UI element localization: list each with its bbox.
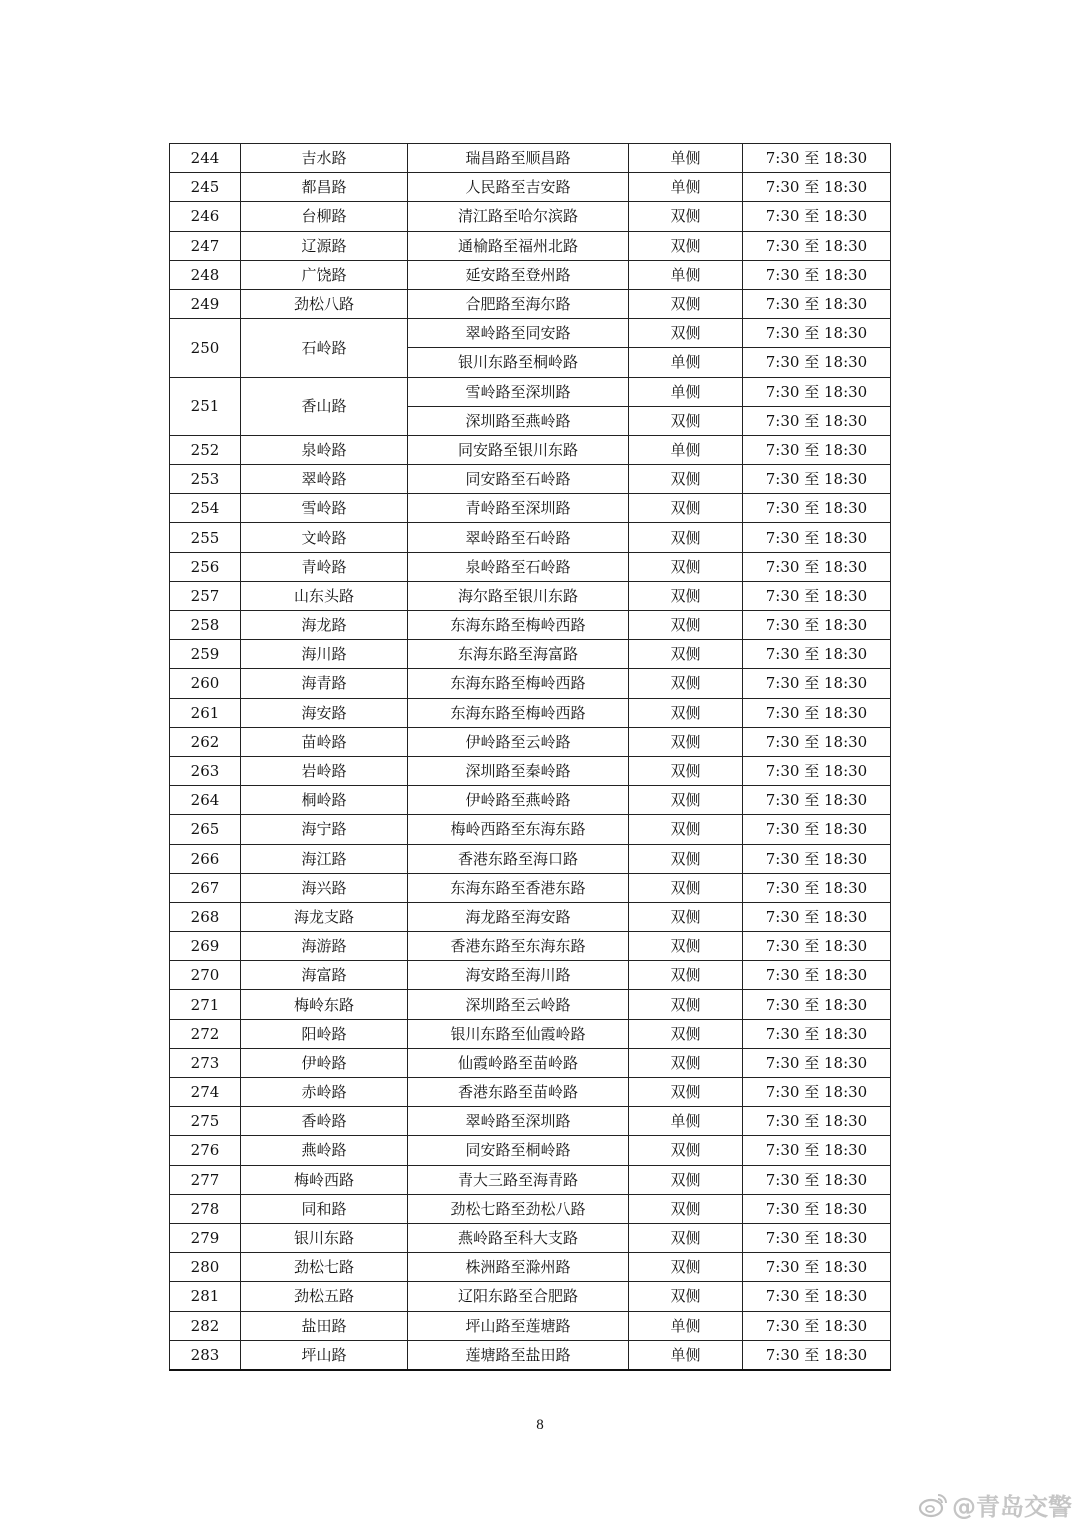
road-name-cell: 银川东路 — [241, 1223, 408, 1252]
table-row — [170, 756, 891, 785]
table-row — [170, 1223, 891, 1252]
row-number-cell: 282 — [170, 1311, 241, 1340]
road-section-cell: 东海东路至梅岭西路 — [408, 611, 629, 640]
road-section-cell: 清江路至哈尔滨路 — [408, 202, 629, 231]
road-name-cell: 翠岭路 — [241, 465, 408, 494]
road-name-cell: 海龙路 — [241, 611, 408, 640]
parking-side-cell: 双侧 — [629, 844, 743, 873]
time-range-cell: 7:30 至 18:30 — [743, 1282, 891, 1311]
road-section-cell: 东海东路至海富路 — [408, 640, 629, 669]
table-row — [170, 640, 891, 669]
time-range-cell: 7:30 至 18:30 — [743, 902, 891, 931]
road-name-cell: 山东头路 — [241, 581, 408, 610]
table-row — [170, 902, 891, 931]
table-row — [170, 202, 891, 231]
parking-side-cell: 单侧 — [629, 348, 743, 377]
table-row — [170, 698, 891, 727]
time-range-cell: 7:30 至 18:30 — [743, 494, 891, 523]
table-row — [170, 815, 891, 844]
road-section-cell: 东海东路至梅岭西路 — [408, 669, 629, 698]
road-name-cell: 广饶路 — [241, 260, 408, 289]
row-number-cell: 251 — [170, 377, 241, 435]
parking-side-cell: 双侧 — [629, 990, 743, 1019]
parking-side-cell: 单侧 — [629, 1340, 743, 1370]
parking-side-cell: 双侧 — [629, 1223, 743, 1252]
road-section-cell: 泉岭路至石岭路 — [408, 552, 629, 581]
road-section-cell: 瑞昌路至顺昌路 — [408, 144, 629, 173]
parking-side-cell: 双侧 — [629, 552, 743, 581]
parking-side-cell: 双侧 — [629, 1253, 743, 1282]
road-name-cell: 青岭路 — [241, 552, 408, 581]
row-number-cell: 262 — [170, 727, 241, 756]
parking-side-cell: 双侧 — [629, 1165, 743, 1194]
road-name-cell: 吉水路 — [241, 144, 408, 173]
table-row — [170, 552, 891, 581]
time-range-cell: 7:30 至 18:30 — [743, 231, 891, 260]
table-row — [170, 1194, 891, 1223]
table-row — [170, 873, 891, 902]
road-section-cell: 伊岭路至云岭路 — [408, 727, 629, 756]
table-row — [170, 435, 891, 464]
road-section-cell: 翠岭路至深圳路 — [408, 1107, 629, 1136]
road-name-cell: 辽源路 — [241, 231, 408, 260]
parking-side-cell: 双侧 — [629, 815, 743, 844]
parking-side-cell: 双侧 — [629, 494, 743, 523]
time-range-cell: 7:30 至 18:30 — [743, 435, 891, 464]
table-row — [170, 377, 891, 406]
road-section-cell: 同安路至银川东路 — [408, 435, 629, 464]
table-row — [170, 1282, 891, 1311]
parking-side-cell: 双侧 — [629, 1078, 743, 1107]
road-name-cell: 梅岭西路 — [241, 1165, 408, 1194]
road-name-cell: 盐田路 — [241, 1311, 408, 1340]
road-name-cell: 岩岭路 — [241, 756, 408, 785]
row-number-cell: 281 — [170, 1282, 241, 1311]
time-range-cell: 7:30 至 18:30 — [743, 1223, 891, 1252]
table-row — [170, 932, 891, 961]
parking-side-cell: 双侧 — [629, 1048, 743, 1077]
row-number-cell: 267 — [170, 873, 241, 902]
time-range-cell: 7:30 至 18:30 — [743, 1253, 891, 1282]
time-range-cell: 7:30 至 18:30 — [743, 319, 891, 348]
parking-side-cell: 双侧 — [629, 465, 743, 494]
time-range-cell: 7:30 至 18:30 — [743, 144, 891, 173]
row-number-cell: 254 — [170, 494, 241, 523]
row-number-cell: 257 — [170, 581, 241, 610]
parking-side-cell: 双侧 — [629, 231, 743, 260]
time-range-cell: 7:30 至 18:30 — [743, 1311, 891, 1340]
time-range-cell: 7:30 至 18:30 — [743, 260, 891, 289]
row-number-cell: 268 — [170, 902, 241, 931]
row-number-cell: 265 — [170, 815, 241, 844]
row-number-cell: 255 — [170, 523, 241, 552]
row-number-cell: 274 — [170, 1078, 241, 1107]
time-range-cell: 7:30 至 18:30 — [743, 640, 891, 669]
table-row — [170, 786, 891, 815]
road-section-cell: 雪岭路至深圳路 — [408, 377, 629, 406]
parking-side-cell: 双侧 — [629, 406, 743, 435]
table-row — [170, 990, 891, 1019]
time-range-cell: 7:30 至 18:30 — [743, 1194, 891, 1223]
time-range-cell: 7:30 至 18:30 — [743, 1048, 891, 1077]
row-number-cell: 246 — [170, 202, 241, 231]
table-row — [170, 1311, 891, 1340]
time-range-cell: 7:30 至 18:30 — [743, 698, 891, 727]
road-section-cell: 海安路至海川路 — [408, 961, 629, 990]
parking-side-cell: 双侧 — [629, 611, 743, 640]
road-name-cell: 燕岭路 — [241, 1136, 408, 1165]
road-name-cell: 海安路 — [241, 698, 408, 727]
road-name-cell: 石岭路 — [241, 319, 408, 377]
road-name-cell: 台柳路 — [241, 202, 408, 231]
road-section-cell: 通榆路至福州北路 — [408, 231, 629, 260]
time-range-cell: 7:30 至 18:30 — [743, 581, 891, 610]
road-section-cell: 银川东路至仙霞岭路 — [408, 1019, 629, 1048]
road-section-cell: 仙霞岭路至苗岭路 — [408, 1048, 629, 1077]
table-row — [170, 465, 891, 494]
road-name-cell: 苗岭路 — [241, 727, 408, 756]
time-range-cell: 7:30 至 18:30 — [743, 348, 891, 377]
road-name-cell: 伊岭路 — [241, 1048, 408, 1077]
road-name-cell: 海江路 — [241, 844, 408, 873]
parking-side-cell: 双侧 — [629, 786, 743, 815]
time-range-cell: 7:30 至 18:30 — [743, 932, 891, 961]
table-row — [170, 231, 891, 260]
table-row — [170, 173, 891, 202]
table-row — [170, 1136, 891, 1165]
parking-side-cell: 双侧 — [629, 202, 743, 231]
time-range-cell: 7:30 至 18:30 — [743, 815, 891, 844]
row-number-cell: 244 — [170, 144, 241, 173]
row-number-cell: 253 — [170, 465, 241, 494]
time-range-cell: 7:30 至 18:30 — [743, 1107, 891, 1136]
parking-side-cell: 双侧 — [629, 1136, 743, 1165]
row-number-cell: 280 — [170, 1253, 241, 1282]
road-section-cell: 深圳路至燕岭路 — [408, 406, 629, 435]
parking-side-cell: 双侧 — [629, 932, 743, 961]
parking-side-cell: 双侧 — [629, 640, 743, 669]
table-body — [170, 144, 891, 1370]
row-number-cell: 271 — [170, 990, 241, 1019]
row-number-cell: 258 — [170, 611, 241, 640]
time-range-cell: 7:30 至 18:30 — [743, 1165, 891, 1194]
road-name-cell: 桐岭路 — [241, 786, 408, 815]
time-range-cell: 7:30 至 18:30 — [743, 552, 891, 581]
road-section-cell: 翠岭路至石岭路 — [408, 523, 629, 552]
time-range-cell: 7:30 至 18:30 — [743, 1078, 891, 1107]
time-range-cell: 7:30 至 18:30 — [743, 873, 891, 902]
parking-side-cell: 双侧 — [629, 319, 743, 348]
road-section-cell: 劲松七路至劲松八路 — [408, 1194, 629, 1223]
parking-side-cell: 单侧 — [629, 260, 743, 289]
table-row — [170, 611, 891, 640]
road-section-cell: 人民路至吉安路 — [408, 173, 629, 202]
road-name-cell: 坪山路 — [241, 1340, 408, 1370]
road-name-cell: 海兴路 — [241, 873, 408, 902]
road-section-cell: 深圳路至秦岭路 — [408, 756, 629, 785]
road-name-cell: 雪岭路 — [241, 494, 408, 523]
parking-side-cell: 双侧 — [629, 698, 743, 727]
table-row — [170, 1165, 891, 1194]
row-number-cell: 278 — [170, 1194, 241, 1223]
road-section-cell: 同安路至石岭路 — [408, 465, 629, 494]
row-number-cell: 276 — [170, 1136, 241, 1165]
time-range-cell: 7:30 至 18:30 — [743, 611, 891, 640]
table-row — [170, 1078, 891, 1107]
row-number-cell: 272 — [170, 1019, 241, 1048]
row-number-cell: 269 — [170, 932, 241, 961]
time-range-cell: 7:30 至 18:30 — [743, 1019, 891, 1048]
road-section-cell: 银川东路至桐岭路 — [408, 348, 629, 377]
table-row — [170, 1253, 891, 1282]
road-name-cell: 海富路 — [241, 961, 408, 990]
road-section-cell: 香港东路至海口路 — [408, 844, 629, 873]
road-name-cell: 香山路 — [241, 377, 408, 435]
row-number-cell: 259 — [170, 640, 241, 669]
time-range-cell: 7:30 至 18:30 — [743, 756, 891, 785]
road-name-cell: 赤岭路 — [241, 1078, 408, 1107]
road-name-cell: 梅岭东路 — [241, 990, 408, 1019]
parking-side-cell: 双侧 — [629, 727, 743, 756]
road-section-cell: 坪山路至莲塘路 — [408, 1311, 629, 1340]
time-range-cell: 7:30 至 18:30 — [743, 406, 891, 435]
table-row — [170, 669, 891, 698]
table-row — [170, 581, 891, 610]
road-section-cell: 燕岭路至科大支路 — [408, 1223, 629, 1252]
road-name-cell: 阳岭路 — [241, 1019, 408, 1048]
row-number-cell: 263 — [170, 756, 241, 785]
road-section-cell: 东海东路至梅岭西路 — [408, 698, 629, 727]
parking-side-cell: 双侧 — [629, 873, 743, 902]
road-name-cell: 泉岭路 — [241, 435, 408, 464]
row-number-cell: 249 — [170, 289, 241, 318]
parking-side-cell: 双侧 — [629, 961, 743, 990]
time-range-cell: 7:30 至 18:30 — [743, 786, 891, 815]
road-name-cell: 都昌路 — [241, 173, 408, 202]
road-name-cell: 同和路 — [241, 1194, 408, 1223]
parking-side-cell: 单侧 — [629, 144, 743, 173]
time-range-cell: 7:30 至 18:30 — [743, 1340, 891, 1370]
time-range-cell: 7:30 至 18:30 — [743, 465, 891, 494]
parking-side-cell: 双侧 — [629, 756, 743, 785]
row-number-cell: 248 — [170, 260, 241, 289]
row-number-cell: 261 — [170, 698, 241, 727]
road-name-cell: 劲松七路 — [241, 1253, 408, 1282]
road-section-cell: 同安路至桐岭路 — [408, 1136, 629, 1165]
parking-side-cell: 单侧 — [629, 377, 743, 406]
road-section-cell: 翠岭路至同安路 — [408, 319, 629, 348]
table-row — [170, 1340, 891, 1370]
parking-side-cell: 双侧 — [629, 1019, 743, 1048]
road-section-cell: 香港东路至东海东路 — [408, 932, 629, 961]
table-row — [170, 1048, 891, 1077]
table-row — [170, 494, 891, 523]
row-number-cell: 270 — [170, 961, 241, 990]
road-section-cell: 东海东路至香港东路 — [408, 873, 629, 902]
time-range-cell: 7:30 至 18:30 — [743, 961, 891, 990]
road-name-cell: 劲松五路 — [241, 1282, 408, 1311]
row-number-cell: 256 — [170, 552, 241, 581]
parking-schedule-table — [169, 143, 891, 1371]
page-number: 8 — [536, 1417, 544, 1433]
road-section-cell: 莲塘路至盐田路 — [408, 1340, 629, 1370]
parking-side-cell: 双侧 — [629, 1194, 743, 1223]
road-section-cell: 海龙路至海安路 — [408, 902, 629, 931]
row-number-cell: 283 — [170, 1340, 241, 1370]
road-name-cell: 香岭路 — [241, 1107, 408, 1136]
row-number-cell: 247 — [170, 231, 241, 260]
road-name-cell: 文岭路 — [241, 523, 408, 552]
table-row — [170, 727, 891, 756]
road-section-cell: 海尔路至银川东路 — [408, 581, 629, 610]
table-row — [170, 1019, 891, 1048]
road-name-cell: 海游路 — [241, 932, 408, 961]
parking-side-cell: 双侧 — [629, 669, 743, 698]
parking-side-cell: 双侧 — [629, 581, 743, 610]
watermark — [918, 1487, 1072, 1522]
road-section-cell: 梅岭西路至东海东路 — [408, 815, 629, 844]
parking-side-cell: 双侧 — [629, 1282, 743, 1311]
row-number-cell: 273 — [170, 1048, 241, 1077]
time-range-cell: 7:30 至 18:30 — [743, 844, 891, 873]
parking-side-cell: 双侧 — [629, 523, 743, 552]
road-section-cell: 深圳路至云岭路 — [408, 990, 629, 1019]
time-range-cell: 7:30 至 18:30 — [743, 1136, 891, 1165]
table-row — [170, 260, 891, 289]
road-section-cell: 青岭路至深圳路 — [408, 494, 629, 523]
table-row — [170, 144, 891, 173]
weibo-icon — [918, 1492, 948, 1518]
table-row — [170, 319, 891, 348]
row-number-cell: 252 — [170, 435, 241, 464]
table-row — [170, 289, 891, 318]
road-name-cell: 海宁路 — [241, 815, 408, 844]
time-range-cell: 7:30 至 18:30 — [743, 173, 891, 202]
time-range-cell: 7:30 至 18:30 — [743, 289, 891, 318]
road-section-cell: 合肥路至海尔路 — [408, 289, 629, 318]
parking-side-cell: 单侧 — [629, 173, 743, 202]
parking-side-cell: 单侧 — [629, 1311, 743, 1340]
road-name-cell: 海龙支路 — [241, 902, 408, 931]
parking-side-cell: 单侧 — [629, 435, 743, 464]
road-section-cell: 株洲路至滁州路 — [408, 1253, 629, 1282]
row-number-cell: 264 — [170, 786, 241, 815]
road-name-cell: 劲松八路 — [241, 289, 408, 318]
time-range-cell: 7:30 至 18:30 — [743, 669, 891, 698]
parking-side-cell: 单侧 — [629, 1107, 743, 1136]
time-range-cell: 7:30 至 18:30 — [743, 523, 891, 552]
row-number-cell: 260 — [170, 669, 241, 698]
road-section-cell: 辽阳东路至合肥路 — [408, 1282, 629, 1311]
watermark-text: @青岛交警 — [952, 1493, 1072, 1521]
row-number-cell: 266 — [170, 844, 241, 873]
table-row — [170, 844, 891, 873]
road-section-cell: 香港东路至苗岭路 — [408, 1078, 629, 1107]
road-name-cell: 海川路 — [241, 640, 408, 669]
parking-side-cell: 双侧 — [629, 902, 743, 931]
road-section-cell: 青大三路至海青路 — [408, 1165, 629, 1194]
parking-side-cell: 双侧 — [629, 289, 743, 318]
row-number-cell: 275 — [170, 1107, 241, 1136]
table-row — [170, 1107, 891, 1136]
time-range-cell: 7:30 至 18:30 — [743, 727, 891, 756]
road-section-cell: 伊岭路至燕岭路 — [408, 786, 629, 815]
time-range-cell: 7:30 至 18:30 — [743, 202, 891, 231]
time-range-cell: 7:30 至 18:30 — [743, 990, 891, 1019]
table-row — [170, 523, 891, 552]
road-name-cell: 海青路 — [241, 669, 408, 698]
road-section-cell: 延安路至登州路 — [408, 260, 629, 289]
row-number-cell: 277 — [170, 1165, 241, 1194]
time-range-cell: 7:30 至 18:30 — [743, 377, 891, 406]
row-number-cell: 250 — [170, 319, 241, 377]
table-row — [170, 961, 891, 990]
row-number-cell: 245 — [170, 173, 241, 202]
row-number-cell: 279 — [170, 1223, 241, 1252]
